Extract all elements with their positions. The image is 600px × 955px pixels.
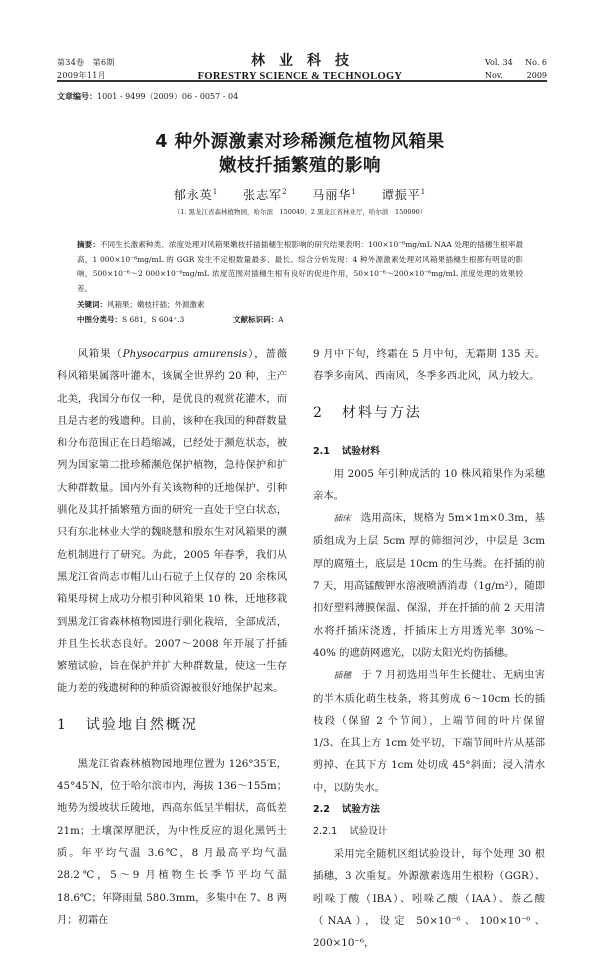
subsection-2-1-heading: 2.1 试验材料 bbox=[313, 445, 380, 457]
subsection-2-1-paragraph: 用 2005 年引种成活的 10 株风箱果作为采穗亲本。 bbox=[313, 467, 545, 502]
abstract-text: 不同生长激素种类、浓度处理对风箱果嫩枝扦插插穗生根影响的研究结果表明：100×10⁻⁶mg/mL NAA 处理的插穗生根率最高，1 000×10⁻⁶mg/mL 的 GGR 发生不定根数量最多、最长。综合分析发现：4 种外源激素处理对风箱果插穗生根都有明显的影响，500×10⁻⁶～2 000×10⁻⁶mg/mL 浓度范围对插穗生根有良好的促进作用，50×10⁻⁶～200×10⁻⁶mg/mL 浓度处理的效果较差。 bbox=[77, 240, 523, 293]
intro-paragraph: 风箱果（Physocarpus amurensis），蔷薇科风箱果属落叶灌木，该属全世界约 20 种，主产北美，我国分布仅一种，是优良的观赏花灌木，而且是古老的残遗种。目前，该种在我国的种群数量和分布范围正在日趋缩减，已经处于濒危状态，被列为国家第二批珍稀濒危保护植物，急待保护和扩大种群数量。国内外有关该物种的迁地保护、引种驯化及其扦插繁殖方面的研究一直处于空白状态，只有东北林业大学的魏晓慧和殷东生对风箱果的濒危机制进行了研究。为此，2005 年春季，我们从黑龙江省尚志市帽儿山石砬子上仅存的 20 余株风箱果母树上成功分根引种风箱果 10 株，迁地移栽到黑龙江省森林植物园进行驯化栽培，全部成活，并且生长状态良好。2007～2008 年开展了扦插繁殖试验，旨在保护并扩大种群数量，使这一生存能力差的残遗树种的种质资源被很好地保护起来。 bbox=[57, 348, 288, 695]
classification-label: 中图分类号： bbox=[77, 315, 122, 324]
abstract bbox=[77, 238, 523, 296]
cutting-bed-paragraph: 插床 选用高床，规格为 5m×1m×0.3m，基质组成为上层 5cm 厚的筛细河沙，中层是 3cm 厚的腐殖土，底层是 10cm 的生马粪。在扦插的前 7 天，用高锰酸钾水溶液喷洒消毒（1g/m²），随即扣好塑料薄膜保温、保湿，并在扦插的前 2 天用清水将扦插床浇透，扦插床上方用透光率 30%～40% 的遮荫网遮光，以防太阳光灼伤插穗。 bbox=[313, 512, 545, 659]
header-volume-info bbox=[57, 56, 115, 82]
journal-masthead bbox=[150, 52, 450, 83]
right-column bbox=[313, 343, 545, 955]
author: 谭振平$^1$ bbox=[381, 188, 427, 202]
species-latin-name: Physocarpus amurensis bbox=[122, 348, 248, 360]
cutting-bed-label: 插床 bbox=[333, 514, 351, 525]
author: 郁永英$^1$ bbox=[173, 188, 219, 202]
article-number bbox=[57, 91, 238, 102]
date-cn: 2009年11月 bbox=[57, 71, 106, 80]
cuttings-label: 插穗 bbox=[333, 671, 352, 682]
article-number-label: 文章编号： bbox=[57, 92, 97, 101]
subsection-2-2-1-paragraph: 采用完全随机区组试验设计，每个处理 30 根插穗，3 次重复。外源激素选用生根粉（GGR）、吲哚丁酸（IBA）、吲哚乙酸（IAA）、萘乙酸（NAA），设定 50×10⁻⁶、100×10⁻⁶、200×10⁻⁶， bbox=[313, 848, 545, 950]
month-en: Nov. bbox=[485, 71, 503, 80]
abstract-label: 摘要： bbox=[77, 240, 100, 249]
subsection-2-2-heading: 2.2 试验方法 bbox=[313, 804, 380, 816]
keywords-label: 关键词： bbox=[77, 300, 107, 309]
journal-title-cn: 林业科技 bbox=[251, 53, 363, 69]
cuttings-paragraph: 插穗 于 7 月初选用当年生长健壮、无病虫害的半木质化萌生枝条，将其剪成 6～10cm 长的插枝段（保留 2 个节间），上端节间的叶片保留 1/3、在其上方 1cm 处平切，下端节间叶片从基部剪掉、在其下方 1cm 处切成 45°斜面；浸入清水中，以防失水。 bbox=[313, 669, 545, 794]
title-line-1: 4 种外源激素对珍稀濒危植物风箱果 bbox=[155, 132, 445, 152]
year-en: 2009 bbox=[526, 71, 547, 80]
volume-en: Vol. 34 bbox=[485, 58, 513, 67]
doc-code-label: 文献标识码： bbox=[233, 315, 279, 324]
keywords-text: 风箱果；嫩枝扦插；外源激素 bbox=[107, 300, 205, 309]
header-volume-info-en bbox=[485, 56, 547, 82]
article-number-value: 1001 - 9499（2009）06 - 0057 - 04 bbox=[97, 92, 239, 101]
classification-value: S 681，S 604⁺.3 bbox=[122, 315, 185, 324]
volume-cn: 第34卷 第6期 bbox=[57, 58, 115, 67]
subsection-2-2-1-heading: 2.2.1 试验设计 bbox=[313, 826, 388, 838]
issue-en: No. 6 bbox=[525, 58, 547, 67]
left-column bbox=[57, 343, 287, 931]
author-list bbox=[60, 186, 540, 203]
header-rule bbox=[57, 80, 547, 82]
continued-paragraph: 9 月中下旬，终霜在 5 月中旬，无霜期 135 天。春季多南风、西南风，冬季多西北风，风力较大。 bbox=[313, 348, 545, 383]
section-1-heading: 1 试验地自然概况 bbox=[57, 716, 198, 733]
affiliations: （1. 黑龙江省森林植物园，哈尔滨 150040；2 黑龙江省林业厅，哈尔滨 150090） bbox=[173, 208, 427, 216]
section-1-paragraph: 黑龙江省森林植物园地理位置为 126°35′E，45°45′N，位于哈尔滨市内，海拔 136～155m；地势为缓坡状丘陵地，西高东低呈半帽状，高低差 21m；土壤深厚肥沃，为中性反应的退化黑钙土质。年平均气温 3.6℃，8 月最高平均气温 28.2℃，5～9 月植物生长季节平均气温 18.6℃；年降雨量 580.3mm，多集中在 7、8 两月；初霜在 bbox=[57, 757, 287, 926]
section-2-heading: 2 材料与方法 bbox=[313, 404, 422, 421]
doc-code-value: A bbox=[278, 315, 284, 324]
paper-title bbox=[60, 130, 540, 178]
classification bbox=[77, 313, 284, 327]
title-line-2: 嫩枝扦插繁殖的影响 bbox=[219, 156, 381, 176]
author: 张志军$^2$ bbox=[243, 188, 288, 202]
journal-title-en: FORESTRY SCIENCE & TECHNOLOGY bbox=[197, 71, 403, 82]
author: 马丽华$^1$ bbox=[312, 188, 357, 202]
keywords bbox=[77, 298, 205, 312]
